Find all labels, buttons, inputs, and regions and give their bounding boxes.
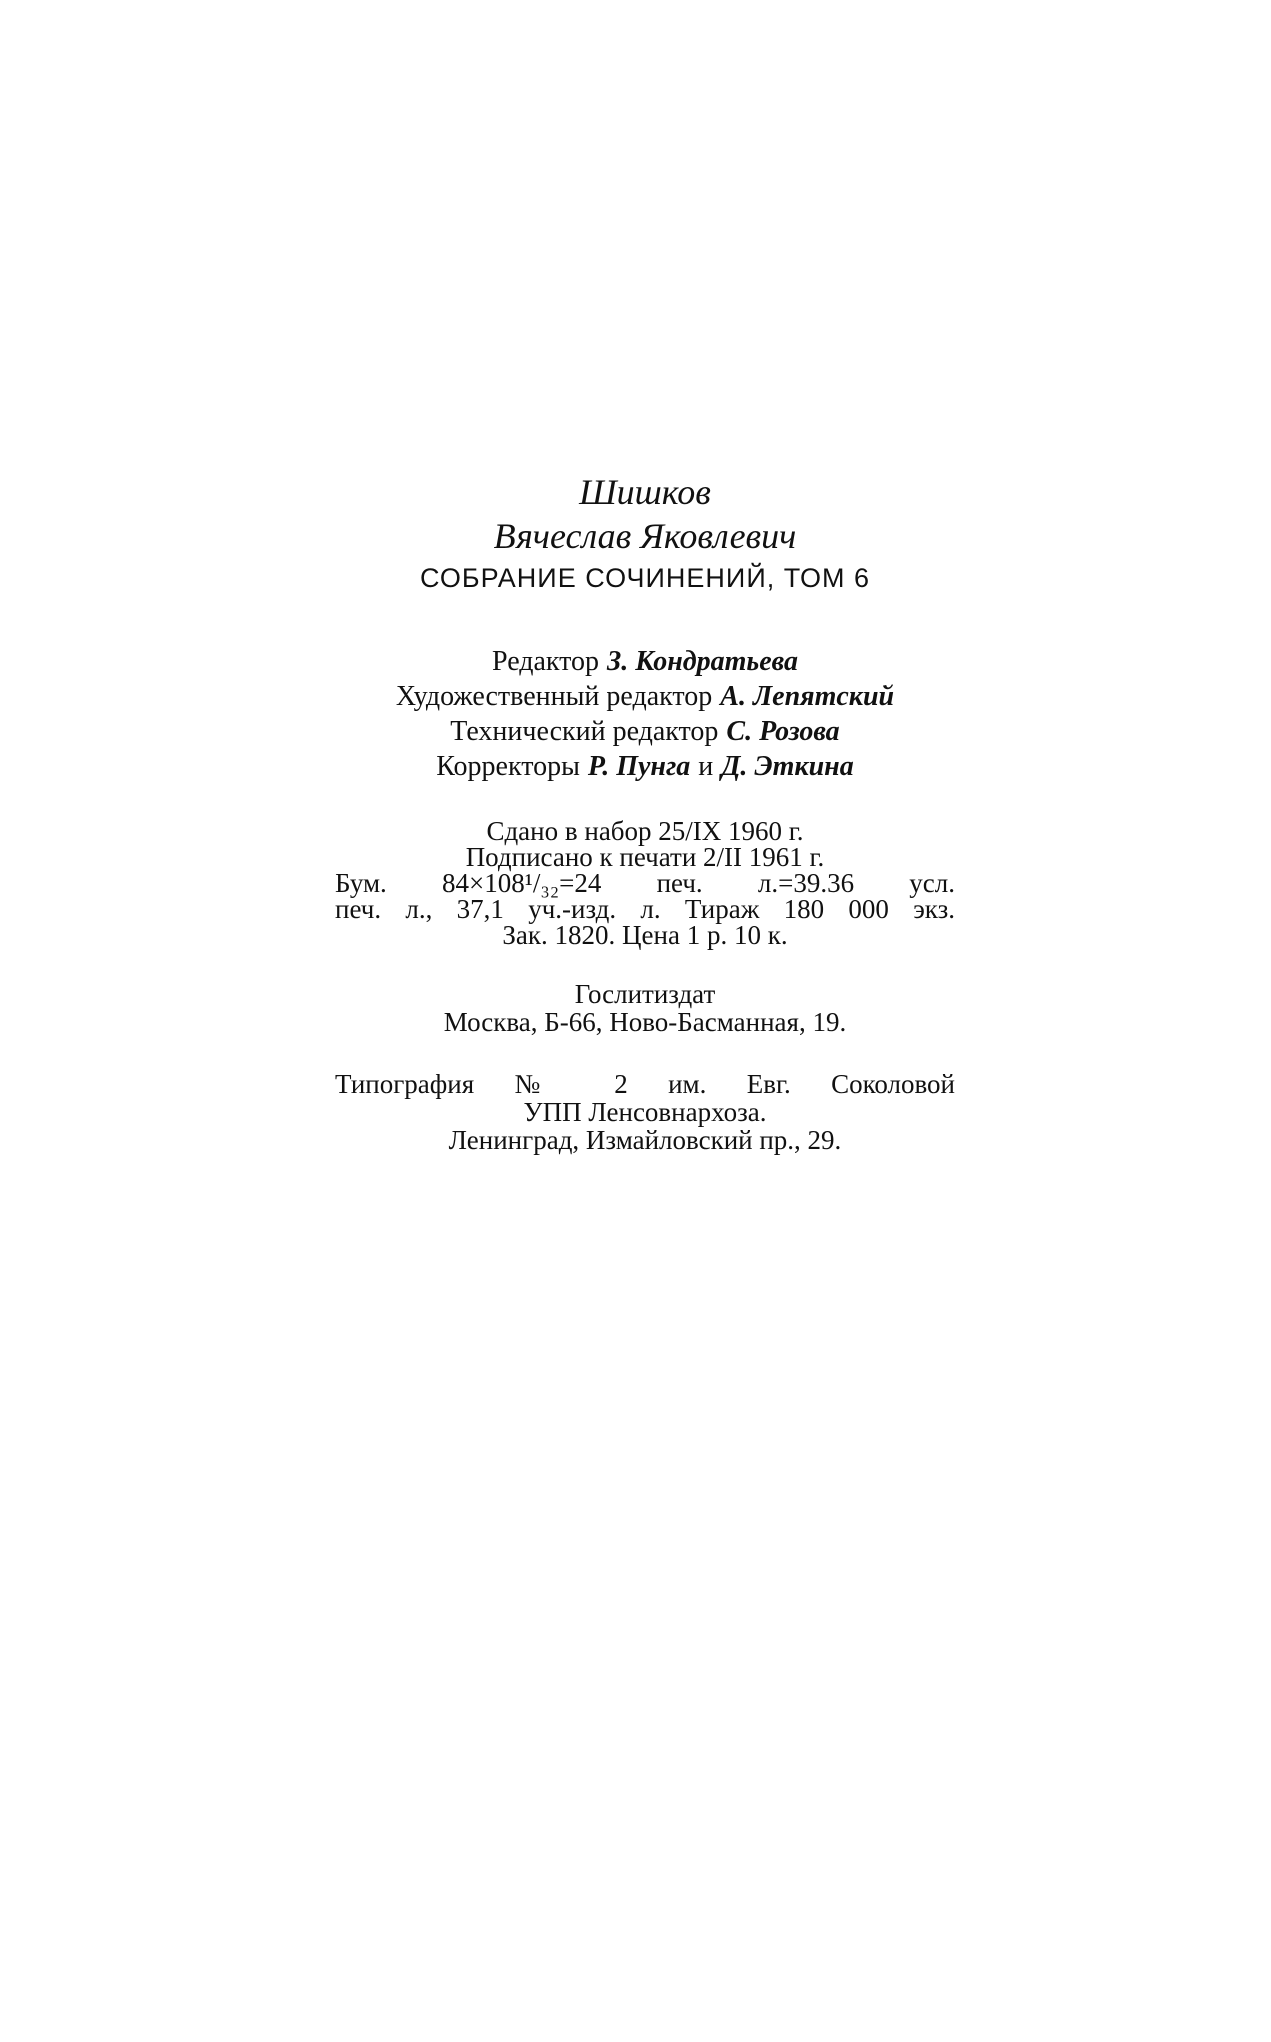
publisher-name: Гослитиздат <box>574 979 716 1009</box>
author-given-names: Вячеслав Яковлевич <box>493 516 797 556</box>
print-details <box>335 818 955 948</box>
printing-house-address: Ленинград, Измайловский пр., 29. <box>448 1125 842 1155</box>
staff-name: Р. Пунга <box>587 751 691 782</box>
staff-line-editor <box>335 644 955 679</box>
staff-role: Корректоры <box>436 751 580 782</box>
staff-role: Художественный редактор <box>395 681 713 712</box>
typesetting-date: Сдано в набор 25/IX 1960 г. <box>486 816 804 846</box>
staff-name: Д. Эткина <box>721 751 854 782</box>
author-surname: Шишков <box>579 472 711 512</box>
printing-house-block <box>335 1070 955 1154</box>
publisher-block <box>335 980 955 1036</box>
order-and-price: Зак. 1820. Цена 1 р. 10 к. <box>502 920 788 950</box>
signed-to-print-date: Подписано к печати 2/II 1961 г. <box>465 842 825 872</box>
staff-role: Технический редактор <box>450 716 719 747</box>
publisher-address: Москва, Б-66, Ново-Басманная, 19. <box>443 1007 847 1037</box>
staff-name: С. Розова <box>726 716 840 747</box>
staff-line-proofreaders <box>335 749 955 784</box>
printing-house-organization: УПП Ленсовнархоза. <box>523 1097 767 1127</box>
colophon <box>335 470 955 1154</box>
staff-name: З. Кондратьева <box>607 646 798 677</box>
paper-format: Бум. 84×108¹/₃₂=24 печ. л.=39.36 усл. <box>335 868 955 898</box>
staff-conjunction: и <box>698 751 714 782</box>
staff-role: Редактор <box>492 646 600 677</box>
staff-line-art-editor <box>335 679 955 714</box>
printing-house-name: Типография № 2 им. Евг. Соколовой <box>335 1069 955 1099</box>
book-title: СОБРАНИЕ СОЧИНЕНИЙ, ТОМ 6 <box>419 563 871 593</box>
staff-line-technical-editor <box>335 714 955 749</box>
editorial-staff <box>335 644 955 784</box>
sheets-and-print-run: печ. л., 37,1 уч.-изд. л. Тираж 180 000 экз. <box>335 894 955 924</box>
staff-name: А. Лепятский <box>720 681 895 712</box>
